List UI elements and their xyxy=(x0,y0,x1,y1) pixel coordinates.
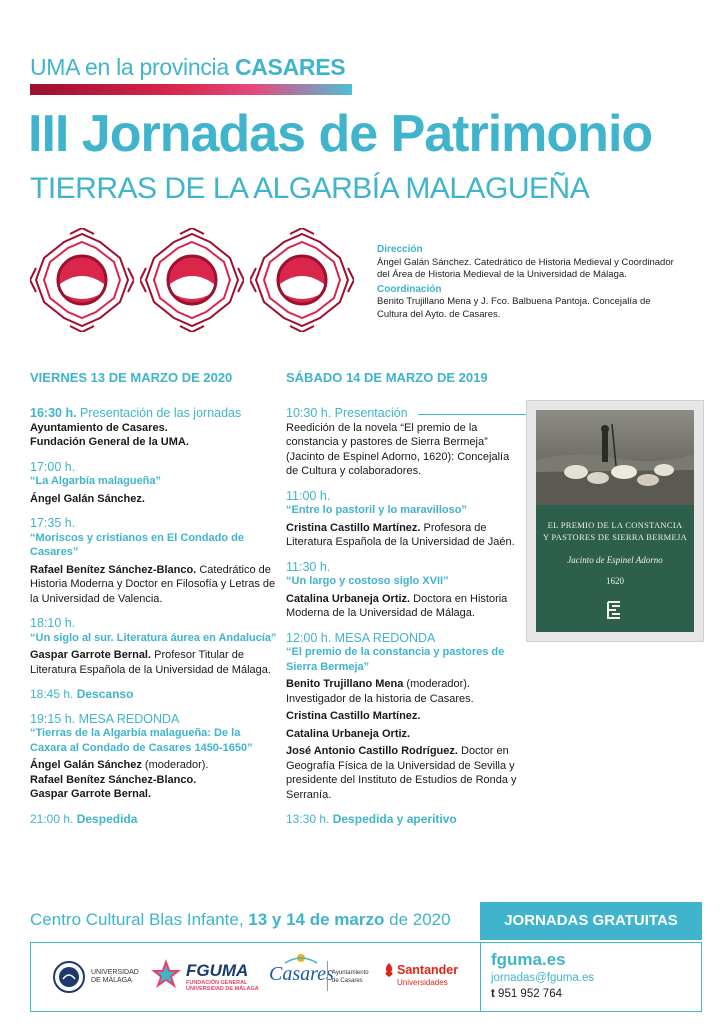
event-time: 16:30 h. xyxy=(30,406,77,420)
talk-title: “Un siglo al sur. Literatura áurea en Andalucía” xyxy=(30,631,277,644)
emblem-icon-3 xyxy=(250,228,354,332)
event-title: Despedida y aperitivo xyxy=(332,812,457,826)
header-place: CASARES xyxy=(234,54,346,80)
day2-event-5 xyxy=(286,812,518,827)
speaker-name: Gaspar Garrote Bernal. xyxy=(30,649,152,661)
header-line xyxy=(30,54,345,81)
speaker-role: (moderador). Investigador de la historia de Casares. xyxy=(286,678,474,705)
event-title: Descanso xyxy=(76,687,134,701)
day1-event-1 xyxy=(30,406,280,450)
speaker-name: Ángel Galán Sánchez. xyxy=(30,492,145,505)
uma-line2: DE MÁLAGA xyxy=(91,977,132,984)
credits xyxy=(377,244,677,321)
day1-event-2 xyxy=(30,460,280,507)
page-title: III Jornadas de Patrimonio xyxy=(28,105,653,163)
speaker-name: Rafael Benítez Sánchez-Blanco. xyxy=(30,563,197,576)
speaker-name: Ángel Galán Sánchez xyxy=(30,759,142,771)
uma-line1: UNIVERSIDAD xyxy=(91,969,139,976)
header-prefix: UMA en la provincia xyxy=(30,54,229,80)
website-link[interactable]: fguma.es xyxy=(491,950,566,969)
event-time: 18:45 h. xyxy=(30,687,74,701)
book-cover-illustration xyxy=(536,410,694,505)
phone-prefix: t xyxy=(491,988,495,1000)
logo-divider xyxy=(327,961,328,991)
speaker-bio: Catedrático de Historia Moderna y Doctor en Filosofía y Letras de la Universidad de Valencia. xyxy=(30,563,276,605)
sponsor-logos xyxy=(30,942,480,1012)
event-host: Fundación General de la UMA. xyxy=(30,436,189,448)
event-title: Despedida xyxy=(76,811,138,826)
santander-flame-icon xyxy=(383,963,395,977)
coordinacion-label: Coordinación xyxy=(377,283,442,295)
day2-event-3 xyxy=(286,560,518,621)
talk-title: “Tierras de la Algarbía malagueña: De la Caxara al Condado de Casares 1450-1650” xyxy=(30,727,253,754)
connector-line xyxy=(418,414,528,415)
speaker-name: Benito Trujillano Mena xyxy=(286,678,404,690)
event-title: MESA REDONDA xyxy=(334,630,436,645)
phone-value: 951 952 764 xyxy=(498,988,562,1000)
event-dates: 13 y 14 de marzo xyxy=(248,910,385,929)
day1-event-5 xyxy=(30,687,280,702)
day2-program xyxy=(286,406,518,837)
event-title: MESA REDONDA xyxy=(78,711,180,726)
venue-line xyxy=(30,910,451,930)
book-author: Jacinto de Espinel Adorno xyxy=(567,555,663,565)
speaker-name: Cristina Castillo Martínez. xyxy=(286,521,421,534)
talk-title: “La Algarbía malagueña” xyxy=(30,475,162,487)
day2-event-4 xyxy=(286,631,518,803)
day1-event-6 xyxy=(30,712,280,802)
event-time: 10:30 h. xyxy=(286,406,332,420)
day1-event-7 xyxy=(30,812,280,827)
day1-event-4 xyxy=(30,616,280,677)
event-host: Ayuntamiento de Casares. xyxy=(30,421,168,434)
book-title-line1: EL PREMIO DE LA CONSTANCIA xyxy=(547,520,683,530)
venue-name: Centro Cultural Blas Infante, xyxy=(30,910,244,929)
direccion-label: Dirección xyxy=(377,244,423,255)
free-badge: JORNADAS GRATUITAS xyxy=(480,902,702,940)
event-time: 11:00 h. xyxy=(286,488,331,503)
speaker-role: (moderador). xyxy=(141,759,209,771)
fguma-tagline xyxy=(186,980,259,992)
speaker-name: Rafael Benítez Sánchez-Blanco. xyxy=(30,773,197,786)
fguma-star-icon xyxy=(149,957,183,991)
santander-name: Santander xyxy=(397,963,459,977)
day2-event-2 xyxy=(286,489,518,550)
speaker-name: Gaspar Garrote Bernal. xyxy=(30,788,152,800)
event-time: 19:15 h. xyxy=(30,711,76,726)
publisher-logo-icon xyxy=(606,600,624,620)
event-time: 17:00 h. xyxy=(30,459,76,474)
sheep-illustration-icon xyxy=(536,410,694,505)
casares-sun-icon xyxy=(281,951,321,965)
event-time: 18:10 h. xyxy=(30,616,76,630)
day2-heading: SÁBADO 14 DE MARZO DE 2019 xyxy=(286,370,488,385)
direccion-text: Ángel Galán Sánchez. Catedrático de Historia Medieval y Coordinador del Área de Historia Medieval de la Universidad de Málaga. xyxy=(377,256,674,280)
talk-title: “Un largo y costoso siglo XVII” xyxy=(286,575,449,587)
casares-line1: Ayuntamiento xyxy=(332,970,369,976)
day1-event-3 xyxy=(30,516,280,606)
talk-title: “Moriscos y cristianos en El Condado de Casares” xyxy=(30,531,244,558)
speaker-bio: Doctor en Geografía Física de la Universidad de Sevilla y presidente del Instituto de Estudios de Ronda y Serranía. xyxy=(286,745,517,801)
emblem-icon-2 xyxy=(140,228,244,332)
speaker-name: Cristina Castillo Martínez. xyxy=(286,710,421,722)
speaker-bio: Doctora en Historia Moderna de la Universidad de Málaga. xyxy=(286,592,508,619)
casares-line2: de Casares xyxy=(332,978,363,984)
speaker-bio: Profesora de Literatura Española de la Universidad de Jaén. xyxy=(286,521,515,548)
event-time: 17:35 h. xyxy=(30,516,76,530)
fguma-name: FGUMA xyxy=(186,961,249,980)
phone-number xyxy=(491,988,562,1000)
gradient-bar xyxy=(30,84,352,95)
event-title: Presentación xyxy=(334,406,408,420)
book-cover-front xyxy=(536,410,694,632)
event-year: de 2020 xyxy=(389,910,451,929)
santander-tagline: Universidades xyxy=(397,978,448,987)
page-subtitle: TIERRAS DE LA ALGARBÍA MALAGUEÑA xyxy=(30,172,590,205)
event-time: 12:00 h. xyxy=(286,630,332,645)
speaker-bio: Profesor Titular de Literatura Española de la Universidad de Málaga. xyxy=(30,649,271,676)
day2-event-1 xyxy=(286,406,518,479)
speaker-name: José Antonio Castillo Rodríguez. xyxy=(286,745,458,757)
email-link[interactable]: jornadas@fguma.es xyxy=(491,972,595,984)
coordinacion-text: Benito Trujillano Mena y J. Fco. Balbuena Pantoja. Concejalía de Cultura del Ayto. de Casares. xyxy=(377,296,651,320)
event-title: Presentación de las jornadas xyxy=(80,406,242,420)
speaker-name: Catalina Urbaneja Ortiz. xyxy=(286,592,411,605)
speaker-name: Catalina Urbaneja Ortiz. xyxy=(286,727,411,740)
book-title-line2: Y PASTORES DE SIERRA BERMEJA xyxy=(542,532,688,542)
emblem-icon-1 xyxy=(30,228,134,332)
event-time: 13:30 h. xyxy=(286,812,330,826)
book-year: 1620 xyxy=(606,576,624,586)
casares-logo-name: Casares xyxy=(269,963,334,985)
day1-program xyxy=(30,406,280,836)
event-time: 11:30 h. xyxy=(286,559,331,574)
casares-logo-text xyxy=(332,969,369,985)
talk-title: “El premio de la constancia y pastores de Sierra Bermeja” xyxy=(286,646,505,673)
uma-logo-text xyxy=(91,969,139,985)
fguma-line1: FUNDACIÓN GENERAL xyxy=(186,980,248,986)
talk-title: “Entre lo pastoril y lo maravilloso” xyxy=(286,504,467,516)
book-cover xyxy=(526,400,704,642)
day1-heading: VIERNES 13 DE MARZO DE 2020 xyxy=(30,370,233,385)
fguma-line2: UNIVERSIDAD DE MÁLAGA xyxy=(186,986,259,992)
uma-seal-icon xyxy=(53,961,85,993)
event-time: 21:00 h. xyxy=(30,811,74,826)
event-desc: Reedición de la novela “El premio de la constancia y pastores de Sierra Bermeja” (Jacinto de Espinel Adorno, 1620): Concejalía de Cultura y colaboradores. xyxy=(286,421,510,477)
